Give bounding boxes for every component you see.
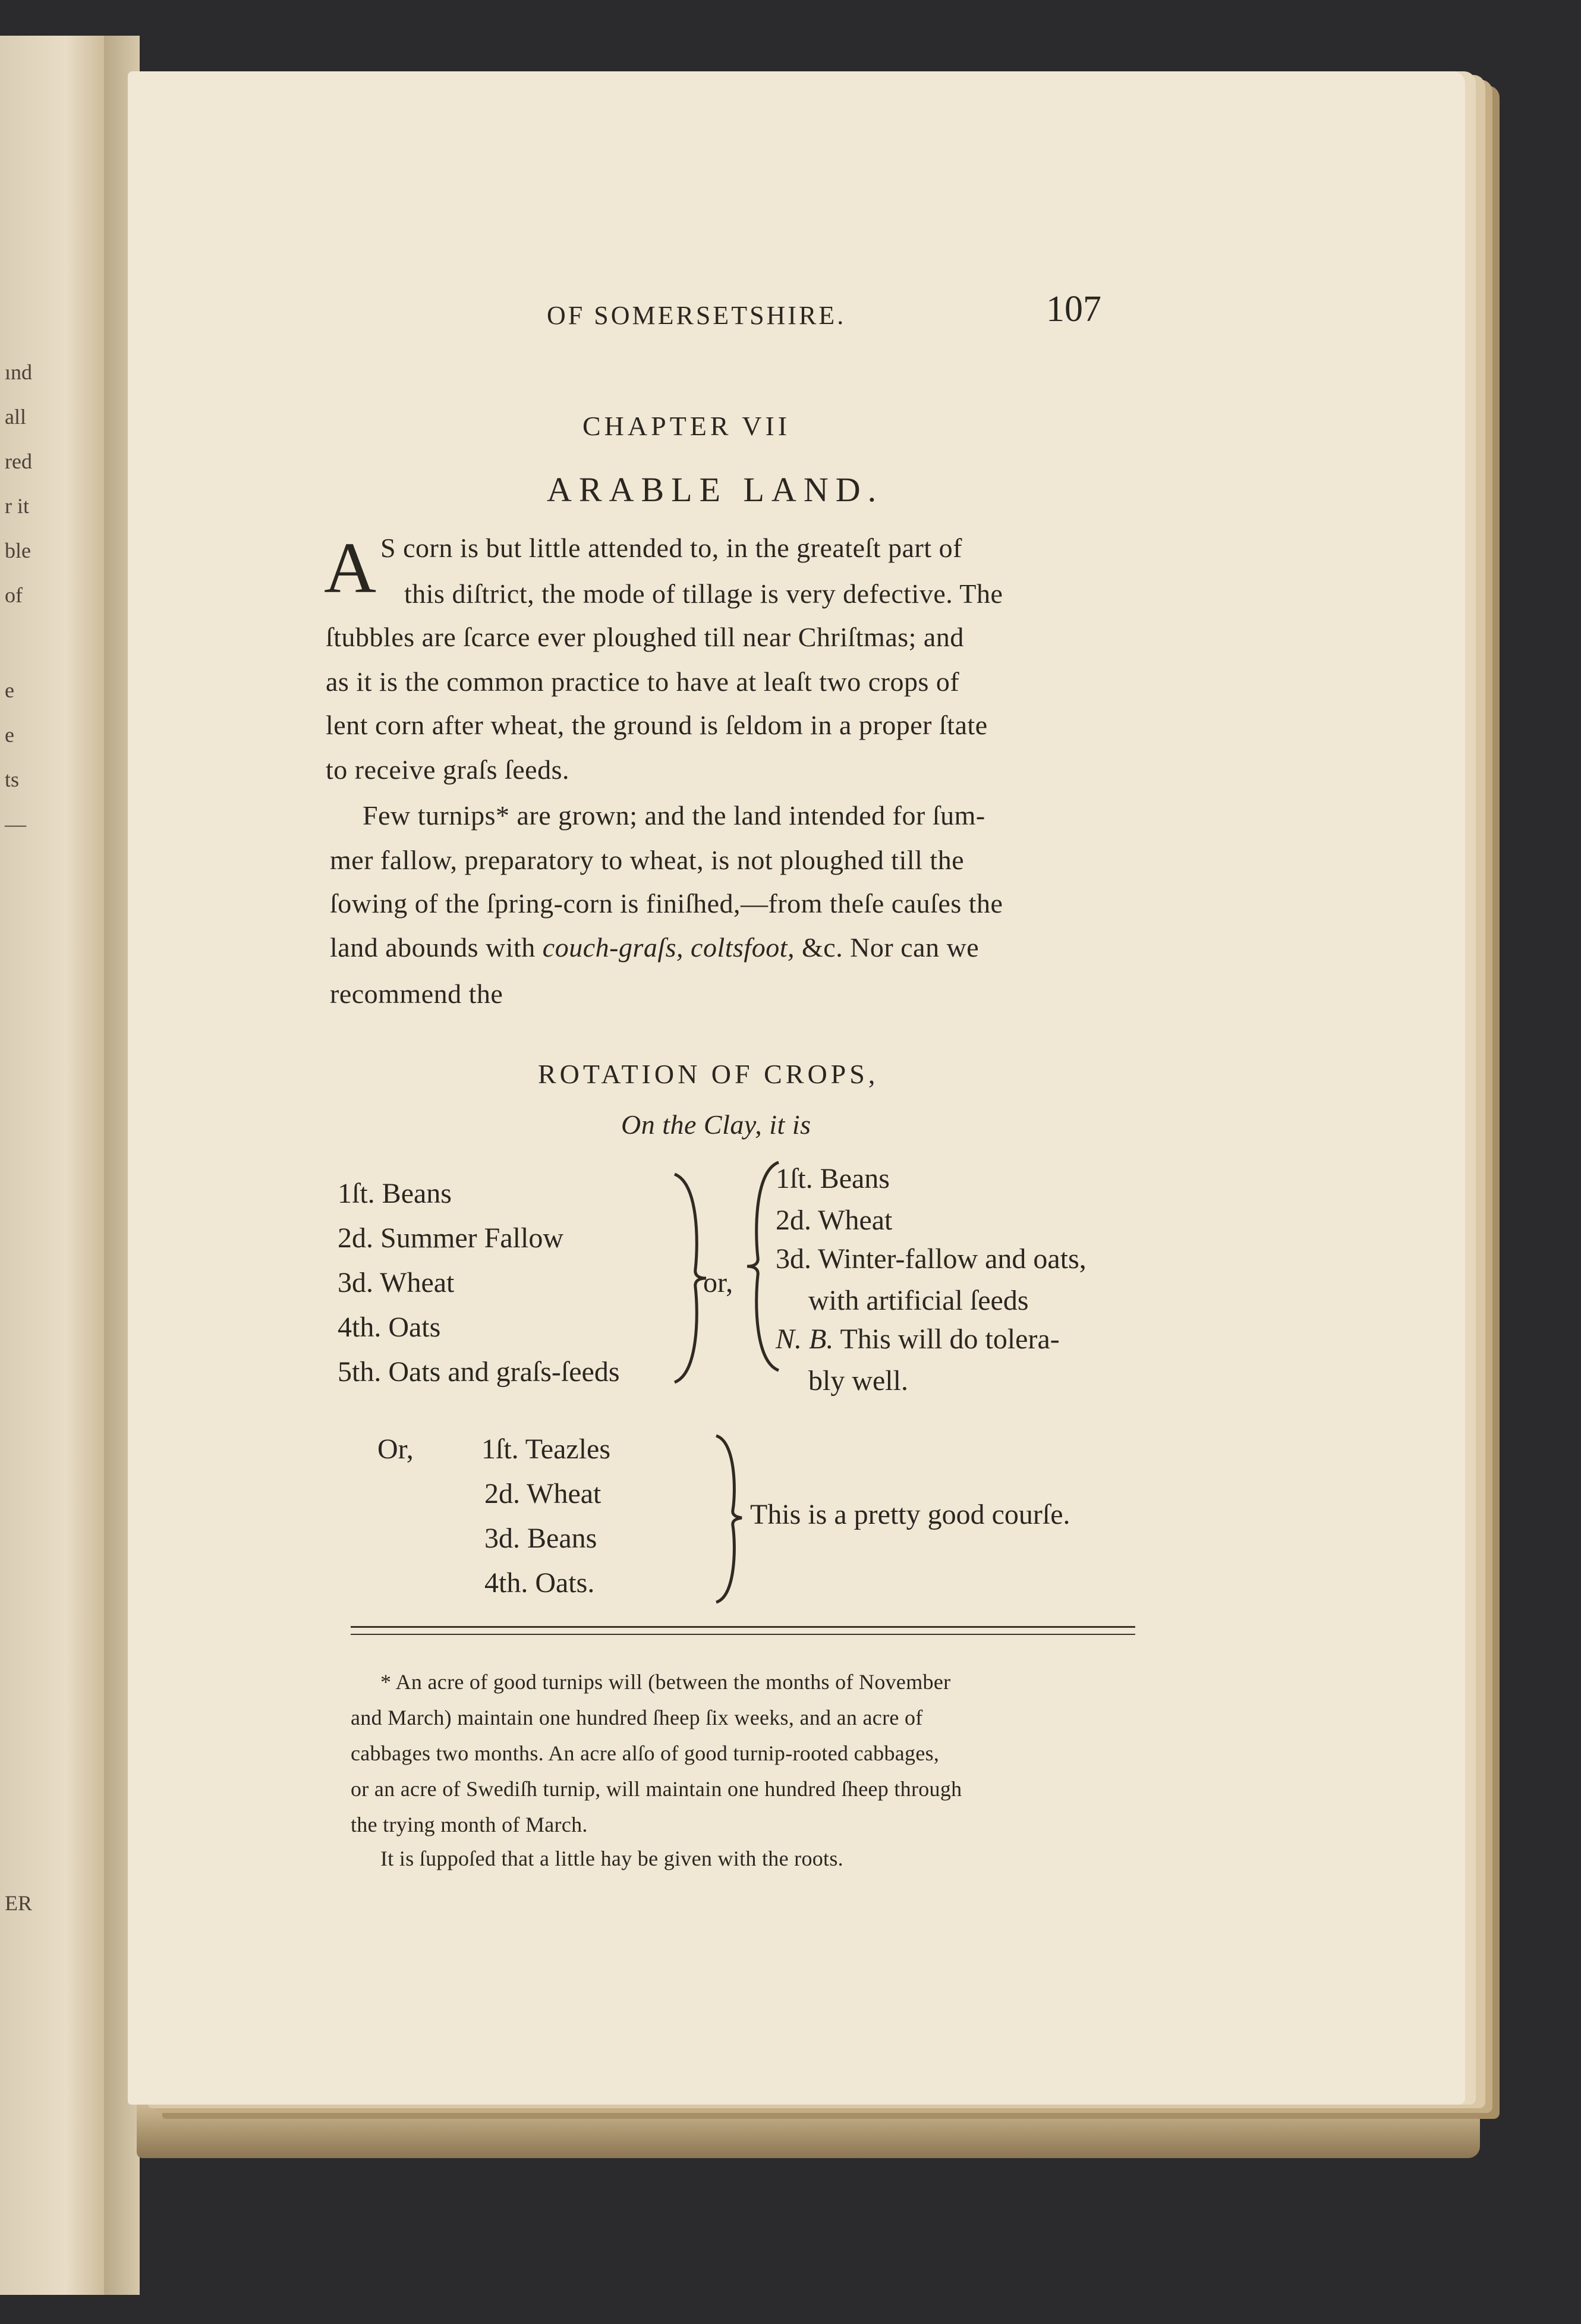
text-line: as it is the common practice to have at leaſt two crops of [326,666,960,697]
text-line: land abounds with couch-graſs, coltsfoot, &c. Nor can we [330,932,980,963]
text-line: Few turnips* are grown; and the land intended for ſum- [363,800,985,831]
rotation-item: N. B. This will do tolera- [776,1323,1060,1355]
drop-cap: A [324,528,377,608]
rotation-item: with artificial ſeeds [808,1285,1029,1316]
rotation-item: 3d. Wheat [338,1267,455,1298]
left-page-fragment: ER [5,1891,33,1915]
rotation-item: 1ſt. Beans [338,1178,452,1209]
text-line: ſtubbles are ſcarce ever ploughed till near Chriſtmas; and [326,622,964,652]
text-line: S corn is but little attended to, in the greateſt part of [380,533,962,563]
text-line: ſowing of the ſpring-corn is finiſhed,—from theſe cauſes the [330,888,1003,919]
chapter-label: CHAPTER VII [582,411,791,441]
left-page-fragment: of [5,583,23,607]
rotation-item: 1ſt. Teazles [481,1433,611,1465]
rotation-comment: This is a pretty good courſe. [750,1499,1070,1530]
rotation-item: 2d. Summer Fallow [338,1222,563,1254]
rotation-item: 4th. Oats. [484,1567,595,1599]
rotation-item: 5th. Oats and graſs-ſeeds [338,1356,620,1388]
text-line: lent corn after wheat, the ground is ſeldom in a proper ſtate [326,710,988,740]
text-line: mer fallow, preparatory to wheat, is not ploughed till the [330,845,965,875]
rotation-heading: ROTATION OF CROPS, [538,1059,879,1089]
footnote-line: or an acre of Swediſh turnip, will maintain one hundred ſheep through [351,1777,962,1801]
left-page-fragment: red [5,449,32,473]
rotation-item: 1ſt. Beans [776,1163,890,1194]
text-line: this diſtrict, the mode of tillage is very defective. The [404,578,1003,609]
rotation-item: 2d. Wheat [776,1205,893,1236]
left-page-fragment: ble [5,539,31,562]
rotation-item: 2d. Wheat [484,1478,601,1510]
italic-term: coltsfoot, [691,932,795,963]
right-brace [672,1171,707,1385]
rotation-item: 3d. Winter-fallow and oats, [776,1243,1086,1275]
left-page-fragment: e [5,678,14,702]
text-line: recommend the [330,979,503,1009]
rotation-subheading: On the Clay, it is [621,1109,811,1140]
page-number: 107 [1046,289,1101,329]
italic-term: couch-graſs, [542,932,684,963]
footnote-line: and March) maintain one hundred ſheep ſix weeks, and an acre of [351,1706,923,1729]
text-line: to receive graſs ſeeds. [326,754,569,785]
left-page-fragment: e [5,723,14,747]
left-page-fragment: — [5,812,26,836]
rotation-item: 3d. Beans [484,1523,597,1554]
footnote-line: * An acre of good turnips will (between the months of November [380,1670,951,1694]
footnote-line: cabbages two months. An acre alſo of good turnip-rooted cabbages, [351,1741,940,1765]
left-page-fragment: all [5,405,26,429]
left-page-fragment: ınd [5,360,33,384]
footnote-rule [351,1634,1135,1635]
rotation-alt-or: Or, [377,1433,414,1465]
footnote-line: It is ſuppoſed that a little hay be given with the roots. [380,1847,843,1870]
left-page-edge [0,36,110,2295]
footnote-rule [351,1626,1135,1628]
chapter-title: ARABLE LAND. [547,470,884,509]
rotation-item: 4th. Oats [338,1312,441,1343]
running-title: OF SOMERSETSHIRE. [547,301,846,330]
rotation-connector: or, [703,1267,733,1298]
right-brace [713,1433,743,1605]
left-page-fragment: ts [5,768,20,791]
footnote-line: the trying month of March. [351,1813,588,1836]
left-page-fragment: r it [5,494,29,518]
rotation-item: bly well. [808,1365,908,1397]
